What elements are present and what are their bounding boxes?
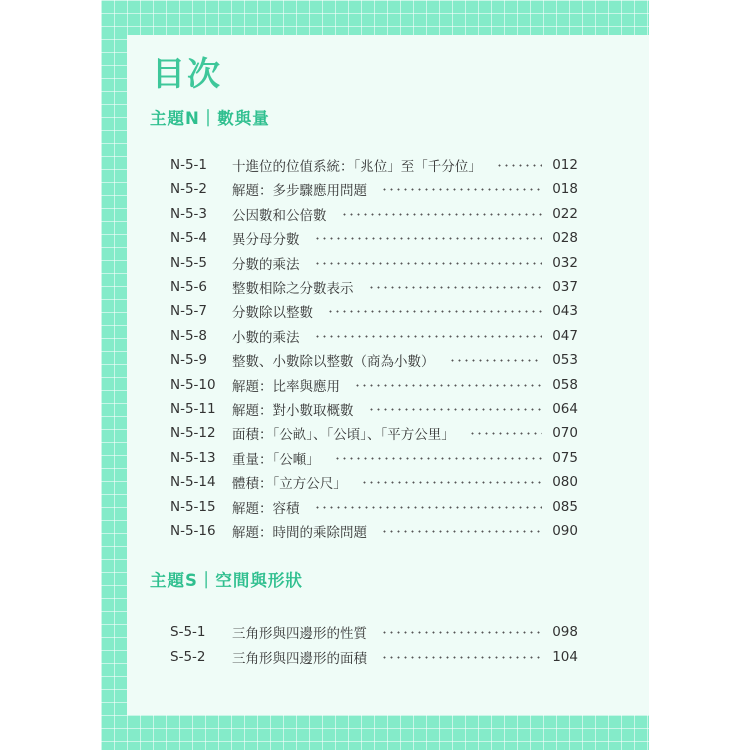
entry-code: N-5-1	[170, 157, 208, 173]
entry-page: 090	[552, 523, 578, 539]
entry-page: 075	[552, 450, 578, 466]
toc-entry[interactable]	[170, 227, 578, 249]
toc-entry[interactable]	[170, 621, 578, 643]
toc-entry[interactable]	[170, 178, 578, 200]
toc-entry[interactable]	[170, 447, 578, 469]
dot-leader	[381, 631, 542, 634]
entry-title: 分數除以整數	[232, 305, 313, 321]
entry-page: 070	[552, 425, 578, 441]
entry-title: 解題：多步驟應用問題	[232, 183, 367, 199]
dot-leader	[314, 506, 543, 509]
section-heading-space-shape: 主題S｜空間與形狀	[150, 571, 303, 590]
entry-page: 018	[552, 181, 578, 197]
entry-title: 分數的乘法	[232, 257, 300, 273]
entry-page: 022	[552, 206, 578, 222]
toc-entry[interactable]	[170, 374, 578, 396]
dot-leader	[368, 286, 543, 289]
dot-leader	[361, 481, 542, 484]
dot-leader	[314, 335, 543, 338]
entry-title: 解題：容積	[232, 501, 300, 517]
entry-page: 058	[552, 377, 578, 393]
dot-leader	[314, 262, 543, 265]
entry-title: 解題：時間的乘除問題	[232, 525, 367, 541]
entry-page: 098	[552, 624, 578, 640]
entry-title: 公因數和公倍數	[232, 208, 327, 224]
entry-code: N-5-12	[170, 425, 216, 441]
entry-code: N-5-16	[170, 523, 216, 539]
entry-page: 080	[552, 474, 578, 490]
entry-code: N-5-13	[170, 450, 216, 466]
entry-code: N-5-2	[170, 181, 208, 197]
entry-title: 異分母分數	[232, 232, 300, 248]
dot-leader	[354, 384, 542, 387]
toc-entry[interactable]	[170, 252, 578, 274]
entry-code: S-5-1	[170, 624, 206, 640]
entry-title: 解題：比率與應用	[232, 379, 340, 395]
dot-leader	[368, 408, 543, 411]
toc-entry[interactable]	[170, 154, 578, 176]
entry-title: 小數的乘法	[232, 330, 300, 346]
entry-code: N-5-11	[170, 401, 216, 417]
dot-leader	[341, 213, 543, 216]
section-heading-numbers: 主題N｜數與量	[150, 109, 270, 128]
entry-page: 043	[552, 303, 578, 319]
entry-page: 012	[552, 157, 578, 173]
toc-entry[interactable]	[170, 300, 578, 322]
dot-leader	[496, 164, 542, 167]
page-title: 目次	[152, 54, 222, 93]
entry-page: 064	[552, 401, 578, 417]
dot-leader	[381, 656, 542, 659]
entry-code: N-5-9	[170, 352, 208, 368]
entry-title: 十進位的位值系統：「兆位」至「千分位」	[232, 159, 482, 175]
entry-code: N-5-3	[170, 206, 208, 222]
entry-code: N-5-4	[170, 230, 208, 246]
dot-leader	[327, 310, 542, 313]
dot-leader	[381, 188, 542, 191]
dot-leader	[314, 237, 543, 240]
entry-page: 104	[552, 649, 578, 665]
dot-leader	[449, 359, 543, 362]
entry-code: N-5-7	[170, 303, 208, 319]
toc-entry[interactable]	[170, 203, 578, 225]
dot-leader	[381, 530, 542, 533]
toc-entry[interactable]	[170, 422, 578, 444]
entry-code: N-5-15	[170, 499, 216, 515]
toc-entry[interactable]	[170, 520, 578, 542]
entry-page: 037	[552, 279, 578, 295]
entry-code: N-5-14	[170, 474, 216, 490]
entry-title: 體積：「立方公尺」	[232, 476, 347, 492]
toc-entry[interactable]	[170, 349, 578, 371]
entry-page: 085	[552, 499, 578, 515]
entry-page: 028	[552, 230, 578, 246]
toc-entry[interactable]	[170, 496, 578, 518]
entry-page: 053	[552, 352, 578, 368]
entry-code: N-5-5	[170, 255, 208, 271]
dot-leader	[334, 457, 542, 460]
entry-title: 整數、小數除以整數（商為小數）	[232, 354, 435, 370]
entry-page: 032	[552, 255, 578, 271]
entry-code: N-5-6	[170, 279, 208, 295]
entry-title: 解題：對小數取概數	[232, 403, 354, 419]
entry-title: 三角形與四邊形的面積	[232, 651, 367, 667]
entry-title: 面積：「公畝」、「公頃」、「平方公里」	[232, 427, 455, 443]
entry-code: N-5-8	[170, 328, 208, 344]
entry-page: 047	[552, 328, 578, 344]
entry-code: S-5-2	[170, 649, 206, 665]
entry-title: 整數相除之分數表示	[232, 281, 354, 297]
toc-entry[interactable]	[170, 398, 578, 420]
toc-entry[interactable]	[170, 325, 578, 347]
dot-leader	[469, 432, 542, 435]
toc-entry[interactable]	[170, 471, 578, 493]
toc-entry[interactable]	[170, 646, 578, 668]
entry-code: N-5-10	[170, 377, 216, 393]
toc-entry[interactable]	[170, 276, 578, 298]
entry-title: 三角形與四邊形的性質	[232, 626, 367, 642]
entry-title: 重量：「公噸」	[232, 452, 320, 468]
